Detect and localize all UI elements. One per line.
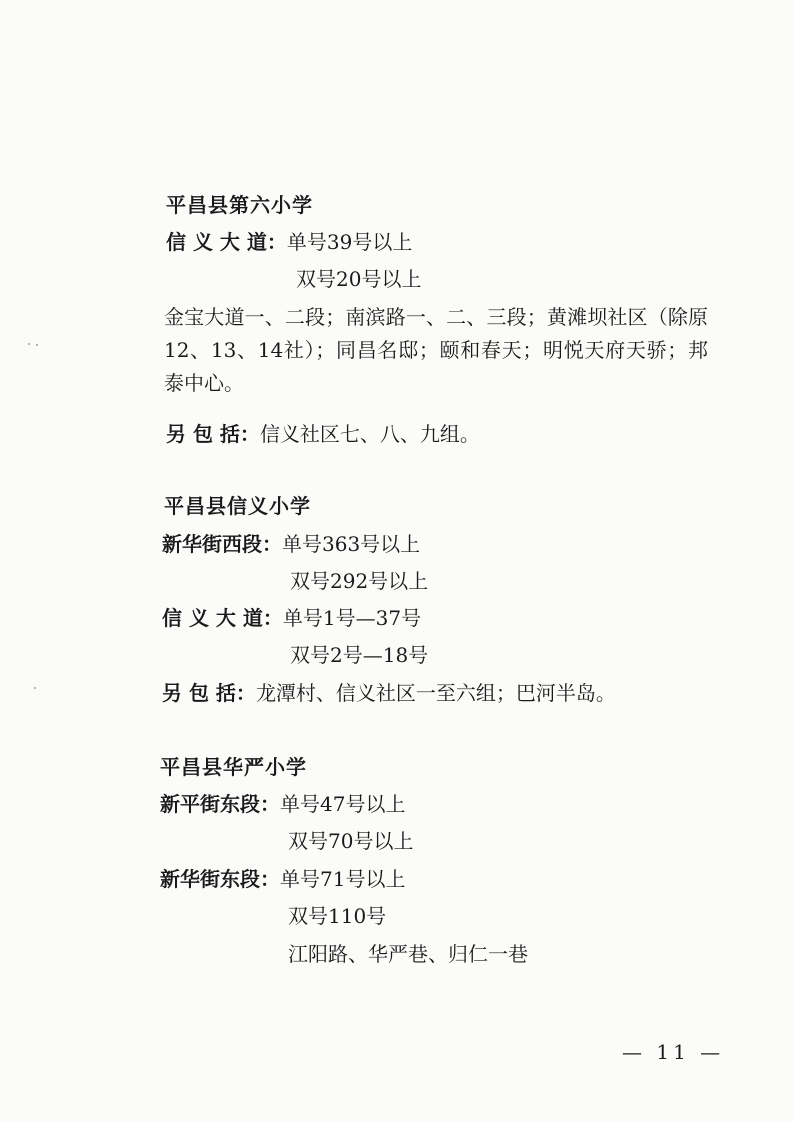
house-number-range: 双号70号以上: [288, 829, 414, 853]
street-label: 信 义 大 道：: [162, 606, 283, 630]
address-row: [166, 228, 412, 256]
street-label: 信 义 大 道：: [166, 230, 287, 254]
street-list: 江阳路、华严巷、归仁一巷: [288, 942, 528, 966]
scan-speck: [28, 343, 30, 345]
page-number: — 11 —: [622, 1040, 725, 1064]
address-row: [162, 604, 421, 632]
coverage-paragraph: 金宝大道一、二段；南滨路一、二、三段；黄滩坝社区（除原12、13、14社）；同昌名邸；颐和春天；明悦天府天骄；邦泰中心。: [164, 305, 708, 395]
street-label: 新平街东段：: [160, 792, 280, 816]
scan-speck: [34, 687, 36, 689]
also-includes-row: [162, 679, 616, 707]
house-number-range: 双号2号—18号: [290, 643, 429, 667]
house-number-range: 双号110号: [288, 904, 387, 928]
also-includes-value: 信义社区七、八、九组。: [259, 422, 480, 446]
also-includes-label: 另 包 括：: [162, 681, 256, 705]
scan-speck: [36, 344, 38, 346]
street-label: 新华街东段：: [160, 867, 280, 891]
section-title: 平昌县第六小学: [166, 193, 313, 217]
house-number-range: 单号1号—37号: [282, 606, 422, 630]
address-row: [160, 790, 405, 818]
address-row: [160, 865, 405, 893]
also-includes-value: 龙潭村、信义社区一至六组；巴河半岛。: [255, 681, 616, 705]
section-title: 平昌县信义小学: [164, 494, 311, 518]
house-number-range: 双号292号以上: [290, 569, 429, 593]
house-number-range: 单号47号以上: [280, 792, 406, 816]
section-title: 平昌县华严小学: [160, 755, 307, 779]
house-number-range: 单号39号以上: [286, 230, 413, 254]
also-includes-label: 另 包 括：: [166, 422, 260, 446]
house-number-range: 双号20号以上: [296, 267, 422, 291]
house-number-range: 单号71号以上: [280, 867, 406, 891]
address-row: [162, 530, 420, 558]
house-number-range: 单号363号以上: [282, 532, 421, 556]
street-label: 新华街西段：: [162, 532, 282, 556]
also-includes-row: [166, 420, 480, 448]
